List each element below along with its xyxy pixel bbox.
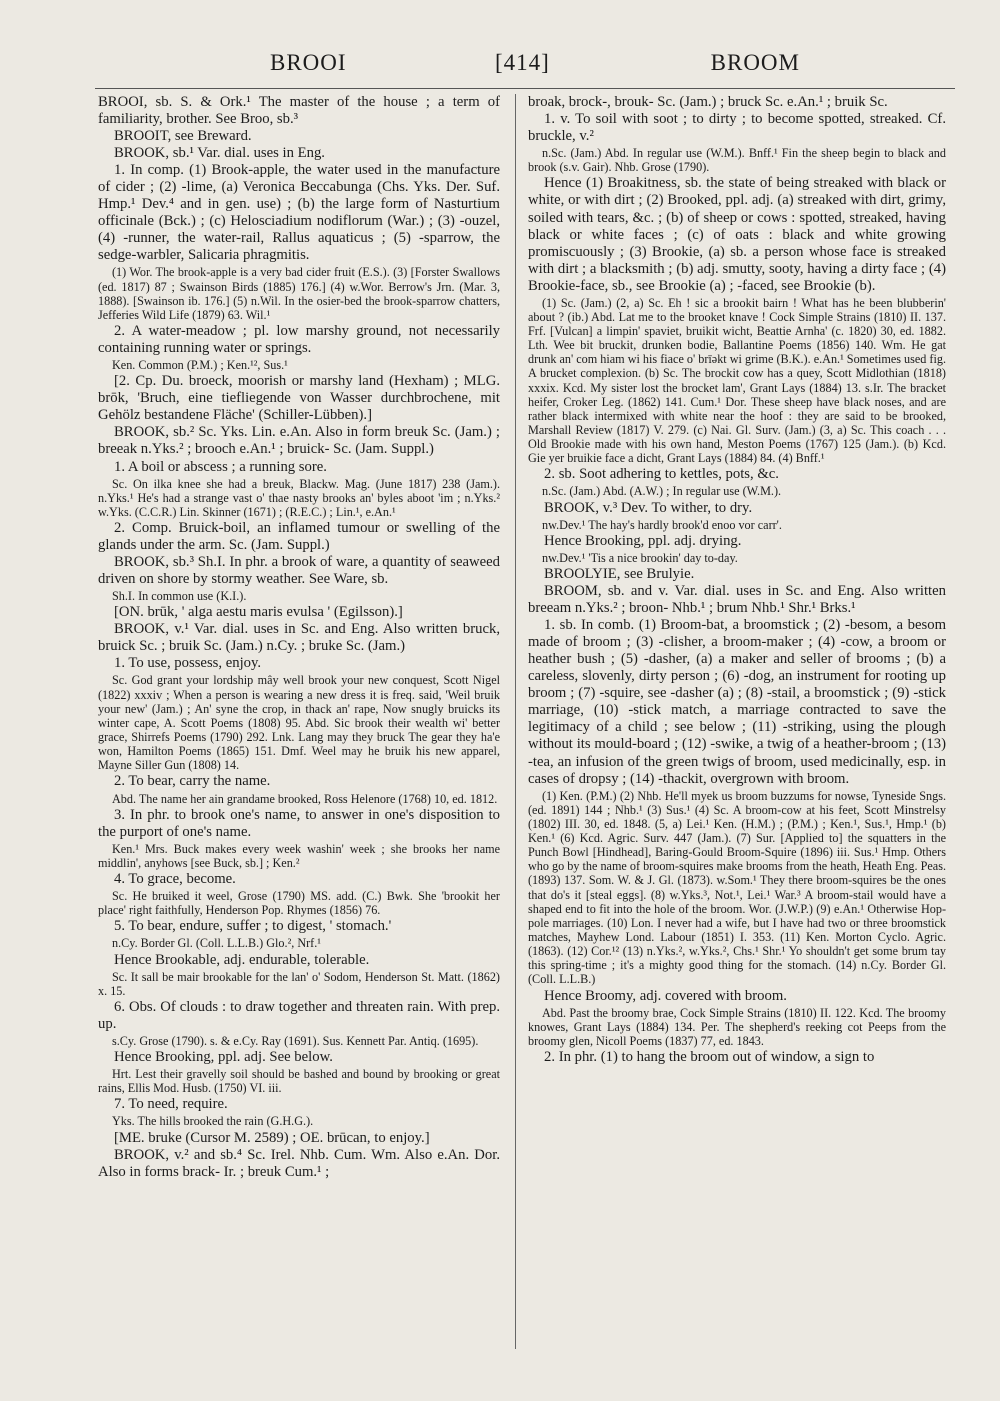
right-column <box>528 94 946 1394</box>
citation-paragraph: Sc. God grant your lordship mây well brook your new conquest, Scott Nigel (1822) xxxiv ; When a person is wearing a new dress it is freq. said, 'Weil bruik your new' (Jam.) ; An' syne the crop, in thack an' rape, Now snugly bruicks its winter cape, A. Scott Poems (1808) 95. Abd. Sic brook their wealth wi' better grace, Shirrefs Poems (1790) 292. Lnk. Lang may they bruck The gear they ha'e won, Hamilton Poems (1865) 151. Dmf. Weel may he bruik his new apparel, Mayne Siller Gun (1808) 14. <box>98 673 500 773</box>
entry-paragraph: BROOIT, see Breward. <box>114 128 252 145</box>
right-running-head: BROOM <box>710 50 800 75</box>
left-column <box>98 94 500 1394</box>
citation-paragraph: Sc. He bruiked it weel, Grose (1790) MS. add. (C.) Bwk. She 'brookit her place' right faithfully, Henderson Pop. Rhymes (1856) 76. <box>98 889 500 918</box>
entry-paragraph: Hence Broomy, adj. covered with broom. <box>544 987 787 1004</box>
entry-paragraph: 3. In phr. to brook one's name, to answer in one's disposition to the purport of one's name. <box>98 806 500 840</box>
citation-paragraph: Abd. Past the broomy brae, Cock Simple Strains (1810) II. 122. Kcd. The broomy knowes, Grant Lays (1884) 134. Per. The shepherd's reeking cot Peeps from the broomy glen, Nicoll Poems (1837) 77, ed. 1843. <box>528 1005 946 1048</box>
entry-paragraph: BROOK, sb.³ Sh.I. In phr. a brook of ware, a quantity of seaweed driven on shore by stormy weather. See Ware, sb. <box>98 554 500 588</box>
citation-paragraph: nw.Dev.¹ 'Tis a nice brookin' day to-day. <box>542 550 738 565</box>
column-divider <box>515 94 516 1349</box>
entry-paragraph: 2. In phr. (1) to hang the broom out of window, a sign to <box>544 1049 875 1066</box>
entry-paragraph: 1. v. To soil with soot ; to dirty ; to become spotted, streaked. Cf. bruckle, v.² <box>528 111 946 145</box>
citation-paragraph: n.Sc. (Jam.) Abd. In regular use (W.M.). Bnff.¹ Fin the sheep begin to black and brook (s.v. Gair). Nhb. Grose (1790). <box>528 146 946 175</box>
entry-paragraph: BROOK, sb.² Sc. Yks. Lin. e.An. Also in form breuk Sc. (Jam.) ; breeak n.Yks.² ; brooch e.An.¹ ; bruick- Sc. (Jam. Suppl.) <box>98 424 500 458</box>
entry-paragraph: 7. To need, require. <box>114 1096 228 1113</box>
entry-paragraph: [ME. bruke (Cursor M. 2589) ; OE. brūcan, to enjoy.] <box>114 1129 430 1146</box>
entry-paragraph: 1. In comp. (1) Brook-apple, the water used in the manufacture of cider ; (2) -lime, (a) Veronica Beccabunga (Chs. Yks. Der. Suf. Hmp.¹ Dev.⁴ and in gen. use) ; (b) the large form of Nasturtium officinale (Bck.) ; (c) Helosciadium nodiflorum (War.) ; (3) -ouzel, (4) -runner, the water-rail, Rallus aquaticus ; (5) -sparrow, the sedge-warbler, Salicaria phragmitis. <box>98 162 500 264</box>
entry-paragraph: 2. A water-meadow ; pl. low marshy ground, not necessarily containing running water or springs. <box>98 323 500 357</box>
citation-paragraph: Sc. On ilka knee she had a breuk, Blackw. Mag. (June 1817) 238 (Jam.). n.Yks.¹ He's had a strange vast o' thae nasty brooks an' byles aboot 'im ; n.Yks.² w.Yks. (C.C.R.) Lin. Skinner (1671) ; (R.E.C.) ; Lin.¹, e.An.¹ <box>98 476 500 519</box>
citation-paragraph: Ken.¹ Mrs. Buck makes every week washin' week ; she brooks her name middlin', anyhows [see Buck, sb.] ; Ken.² <box>98 841 500 870</box>
entry-paragraph: [2. Cp. Du. broeck, moorish or marshy land (Hexham) ; MLG. brōk, 'Bruch, eine tiefliegende von Wasser durchbrochene, mit Gehölz bestandene Fläche' (Schiller-Lübben).] <box>98 373 500 424</box>
entry-paragraph: BROOK, v.³ Dev. To wither, to dry. <box>544 499 753 516</box>
citation-paragraph: Abd. The name her ain grandame brooked, Ross Helenore (1768) 10, ed. 1812. <box>112 791 498 806</box>
citation-paragraph: Sh.I. In common use (K.I.). <box>112 589 247 604</box>
entry-paragraph: BROOM, sb. and v. Var. dial. uses in Sc. and Eng. Also written breeam n.Yks.² ; broon- Nhb.¹ ; brum Nhb.¹ Shr.¹ Brks.¹ <box>528 583 946 617</box>
entry-paragraph: 2. Comp. Bruick-boil, an inflamed tumour or swelling of the glands under the arm. Sc. (Jam. Suppl.) <box>98 519 500 554</box>
entry-paragraph: 4. To grace, become. <box>114 871 236 888</box>
entry-paragraph: BROOLYIE, see Brulyie. <box>544 566 695 582</box>
entry-paragraph: Hence (1) Broakitness, sb. the state of being streaked with black or white, or with dirt ; (2) Brooked, ppl. adj. (a) streaked with dirt, grimy, soiled with tears, &c. ; (b) of sheep or cows : spotted, streaked, having black or white faces ; (c) of oats : black and white growing promiscuously ; (3) Brookie, (a) sb. a person whose face is streaked with dirt ; a blacksmith ; (b) adj. smutty, sooty, having a dirty face ; (4) Brookie-face, sb., see Brookie (a) ; -faced, see Brookie (b). <box>528 175 946 294</box>
entry-paragraph: 1. A boil or abscess ; a running sore. <box>114 458 327 475</box>
entry-paragraph: BROOK, v.² and sb.⁴ Sc. Irel. Nhb. Cum. Wm. Also e.An. Dor. Also in forms brack- Ir. ; breuk Cum.¹ ; <box>98 1146 500 1180</box>
entry-paragraph: 2. sb. Soot adhering to kettles, pots, &c. <box>544 466 779 483</box>
entry-paragraph: BROOI, sb. S. & Ork.¹ The master of the house ; a term of familiarity, brother. See Broo, sb.³ <box>98 94 500 128</box>
page-number: [414] <box>495 50 550 75</box>
entry-paragraph: BROOK, sb.¹ Var. dial. uses in Eng. <box>114 145 325 162</box>
entry-paragraph: 5. To bear, endure, suffer ; to digest, ' stomach.' <box>114 918 392 935</box>
entry-paragraph: 1. To use, possess, enjoy. <box>114 655 262 672</box>
entry-paragraph: 1. sb. In comb. (1) Broom-bat, a broomstick ; (2) -besom, a besom made of broom ; (3) -clisher, a broom-maker ; (4) -cow, a broom or heather bush ; (5) -dasher, (a) a maker and seller of brooms ; (b) a careless, slovenly, dirty person ; (6) -dog, an instrument for rooting up broom ; (7) -squire, see -dasher (a) ; (8) -stail, a broomstick ; (9) -stick marriage, (10) -stick match, a marriage contracted to save the legitimacy of a child ; see below ; (11) -striking, using the plough without its mould-board ; (12) -swike, a twig of a heather-broom ; (13) -tea, an infusion of the green twigs of broom, used medicinally, esp. in cases of dropsy ; (14) -thackit, overgrown with broom. <box>528 617 946 787</box>
entry-paragraph: 2. To bear, carry the name. <box>114 773 271 790</box>
citation-paragraph: (1) Sc. (Jam.) (2, a) Sc. Eh ! sic a brookit bairn ! What has he been blubberin' about ? (ib.) Abd. Lat me to the brooket knave ! Cock Simple Strains (1810) II. 137. Frf. [Vulcan] a limpin' spaviet, bruikit wicht, Beattie Arnha' (c. 1820) 30, ed. 1882. Lth. Wee bit bruckit, drunken bodie, Ballantine Poems (1856) 140. Wm. He gat drunk an' com hiam wi his fiace o' brīəkt wi grime (B.K.). e.An.¹ Sometimes used fig. A brucket complexion. (b) Sc. The brockit cow has a quey, Scott Midlothian (1818) xxxix. Kcd. My sister lost the brocket lam', Grant Lays (1884) 13. s.Ir. The bracket heifer, Croker Leg. (1862) 141. Cum.¹ Dor. These sheep have black noses, and are rather black intermixed with white near the hoof : they are said to be brooked, Marshall Review (1817) V. 279. (c) Nai. Gl. Surv. (Jam.) (3, a) Sc. This coach . . . Old Brookie made with his own hand, Meston Poems (1767) 125 (Jam.). (b) Kcd. Gie yer bruikie face a dicht, Grant Lays (1884) 84. (4) Bnff.¹ <box>528 295 946 466</box>
citation-paragraph: Sc. It sall be mair brookable for the lan' o' Sodom, Henderson St. Matt. (1862) x. 15. <box>98 969 500 998</box>
citation-paragraph: (1) Ken. (P.M.) (2) Nhb. He'll myek us broom buzzums for nowse, Tyneside Sngs. (ed. 1891) 144 ; Nhb.¹ (3) Sus.¹ (4) Sc. A broom-cow at his feet, Scott Minstrelsy (1802) III. 30, ed. 1848. (5, a) Lei.¹ Ken. (H.M.) ; (P.M.) ; Ken.¹, Sus.¹, Hmp.¹ (b) Ken.¹ (6) Kcd. Agric. Surv. 447 (Jam.). (7) Sur. [Applied to] the squatters in the Punch Bowl [Hindhead], Baring-Gould Broom-Squire (1896) iii. Sus.¹ Hmp. Others who go by the name of broom-squires make brooms from the heath, Heath Eng. Peas. (1893) 137. Som. W. & J. Gl. (1873). w.Som.¹ They there broom-squires be the ones that do's it [steal eggs]. (8) w.Yks.³, Not.¹, Lei.¹ War.³ A broom-stail would have a shaped end to fit into the hole of the broom. Wor. (J.W.P.) (9) e.An.¹ Otherwise Hop-pole marriages. (10) Lon. I never had a wife, but I have had two or three broomstick matches, Mayhew Lond. Labour (1851) I. 353. (11) Ken. Morton Cyclo. Agric. (1863). (12) Cor.¹² (13) n.Yks.², w.Yks.², Chs.¹ Shr.¹ Yo shouldn't get some brum tay this spring-time ; it's a mighty good thing for the stomach. (14) n.Cy. Border Gl. (Coll. L.L.B.) <box>528 788 946 987</box>
page-header <box>95 50 945 90</box>
entry-paragraph: Hence Brookable, adj. endurable, tolerable. <box>114 951 370 968</box>
entry-paragraph: 6. Obs. Of clouds : to draw together and threaten rain. With prep. up. <box>98 998 500 1032</box>
citation-paragraph: nw.Dev.¹ The hay's hardly brook'd enoo vor carr'. <box>542 517 782 532</box>
entry-paragraph: BROOK, v.¹ Var. dial. uses in Sc. and Eng. Also written bruck, bruick Sc. ; bruik Sc. (Jam.) n.Cy. ; bruke Sc. (Jam.) <box>98 621 500 655</box>
left-running-head: BROOI <box>270 50 347 75</box>
entry-paragraph: [ON. brūk, ' alga aestu maris evulsa ' (Egilsson).] <box>114 604 403 621</box>
entry-paragraph: Hence Brooking, ppl. adj. See below. <box>114 1049 333 1066</box>
citation-paragraph: n.Sc. (Jam.) Abd. (A.W.) ; In regular use (W.M.). <box>542 484 782 499</box>
citation-paragraph: n.Cy. Border Gl. (Coll. L.L.B.) Glo.², Nrf.¹ <box>112 936 321 951</box>
header-rule <box>95 88 955 89</box>
citation-paragraph: Yks. The hills brooked the rain (G.H.G.). <box>112 1114 314 1129</box>
citation-paragraph: Hrt. Lest their gravelly soil should be bashed and bound by brooking or great rains, Ellis Mod. Husb. (1750) VI. iii. <box>98 1067 500 1096</box>
entry-paragraph: Hence Brooking, ppl. adj. drying. <box>544 532 742 549</box>
entry-paragraph: broak, brock-, brouk- Sc. (Jam.) ; bruck Sc. e.An.¹ ; bruik Sc. <box>528 94 888 110</box>
citation-paragraph: Ken. Common (P.M.) ; Ken.¹², Sus.¹ <box>112 358 288 373</box>
citation-paragraph: (1) Wor. The brook-apple is a very bad cider fruit (E.S.). (3) [Forster Swallows (ed. 1817) 87 ; Swainson Birds (1885) 176.] (4) w.Wor. Berrow's Jrn. (Mar. 3, 1888). [Swainson ib. 176.] (5) n.Wil. In the osier-bed the brook-sparrow chatters, Jefferies Wild Life (1879) 63. Wil.¹ <box>98 265 500 322</box>
citation-paragraph: s.Cy. Grose (1790). s. & e.Cy. Ray (1691). Sus. Kennett Par. Antiq. (1695). <box>112 1033 479 1048</box>
